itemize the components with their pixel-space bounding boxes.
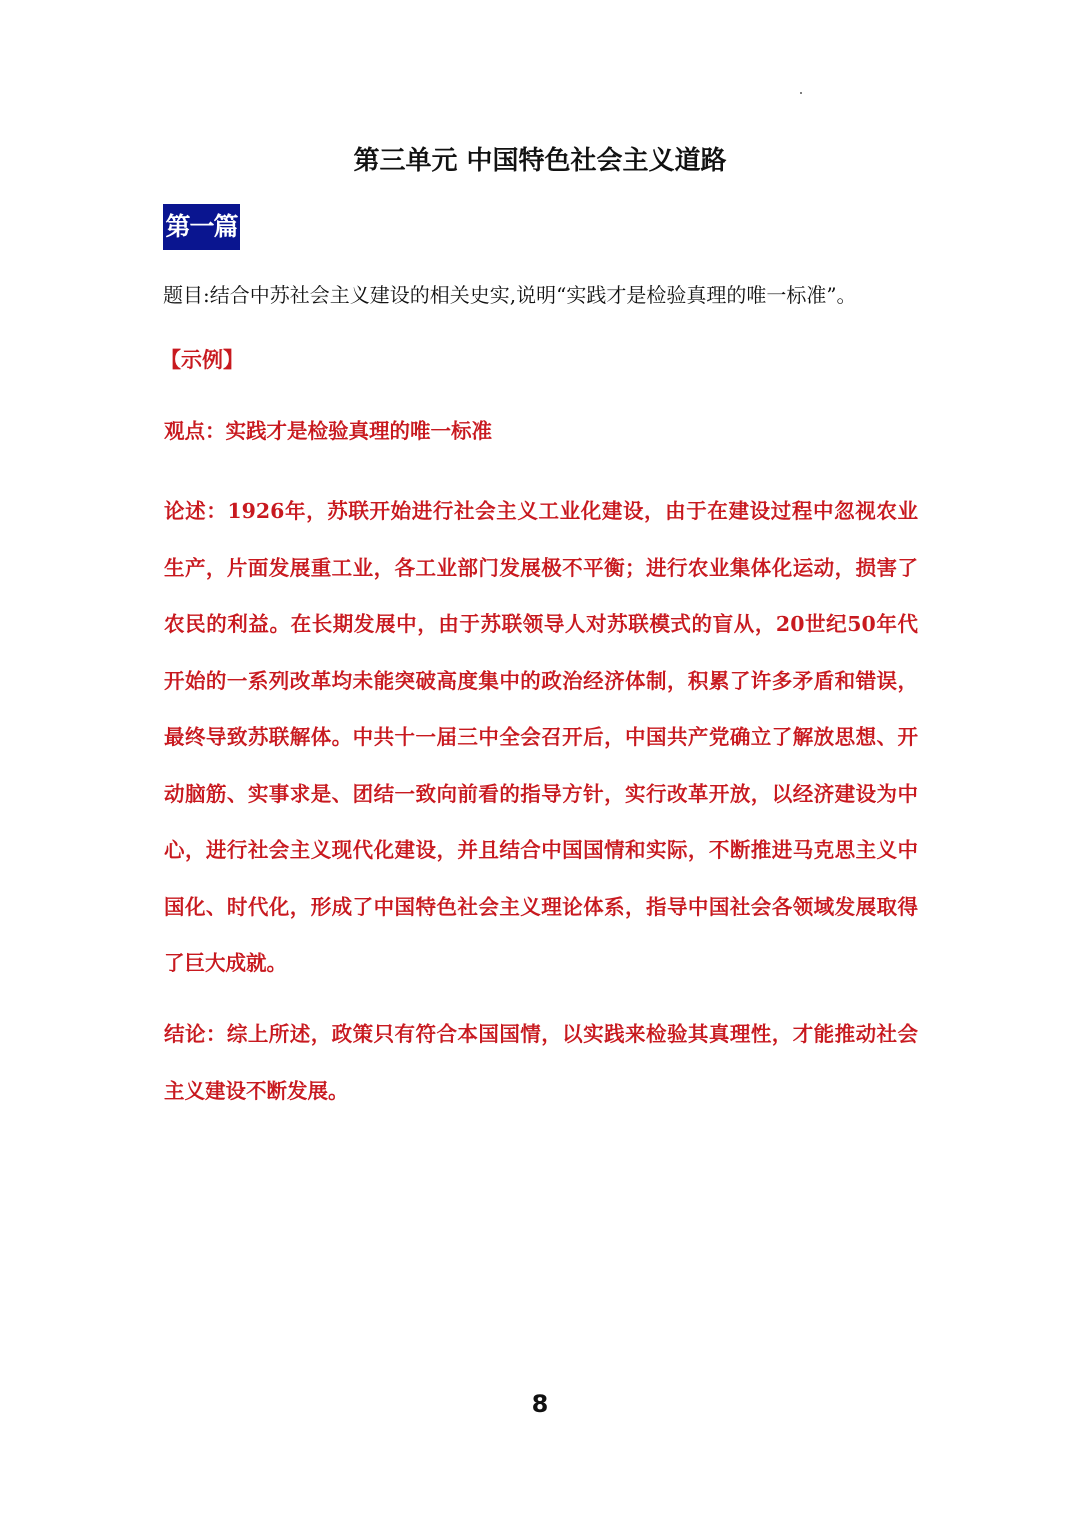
example-label: 【示例】 bbox=[160, 347, 244, 372]
argument-text: 论述：1926年，苏联开始进行社会主义工业化建设，由于在建设过程中忽视农业生产，片面发展重工业，各工业部门发展极不平衡；进行农业集体化运动，损害了农民的利益。在长期发展中，由于苏联领导人对苏联模式的盲从，20世纪50年代开始的一系列改革均未能突破高度集中的政治经济体制，积累了许多矛盾和错误，最终导致苏联解体。中共十一届三中全会召开后，中国共产党确立了解放思想、开动脑筋、实事求是、团结一致向前看的指导方针，实行改革开放，以经济建设为中心，进行社会主义现代化建设，并且结合中国国情和实际，不断推进马克思主义中国化、时代化，形成了中国特色社会主义理论体系，指导中国社会各领域发展取得了巨大成就。 bbox=[164, 499, 918, 975]
unit-title: 第三单元 中国特色社会主义道路 bbox=[353, 146, 727, 176]
viewpoint-text: 观点：实践才是检验真理的唯一标准 bbox=[164, 419, 492, 443]
section-label: 第一篇 bbox=[163, 204, 240, 250]
scan-speck bbox=[800, 92, 802, 94]
conclusion-text: 结论：综上所述，政策只有符合本国国情，以实践来检验其真理性，才能推动社会主义建设不断发展。 bbox=[164, 1022, 918, 1103]
page-number: 8 bbox=[531, 1390, 549, 1418]
question-text: 题目:结合中苏社会主义建设的相关史实,说明“实践才是检验真理的唯一标准”。 bbox=[163, 283, 857, 307]
